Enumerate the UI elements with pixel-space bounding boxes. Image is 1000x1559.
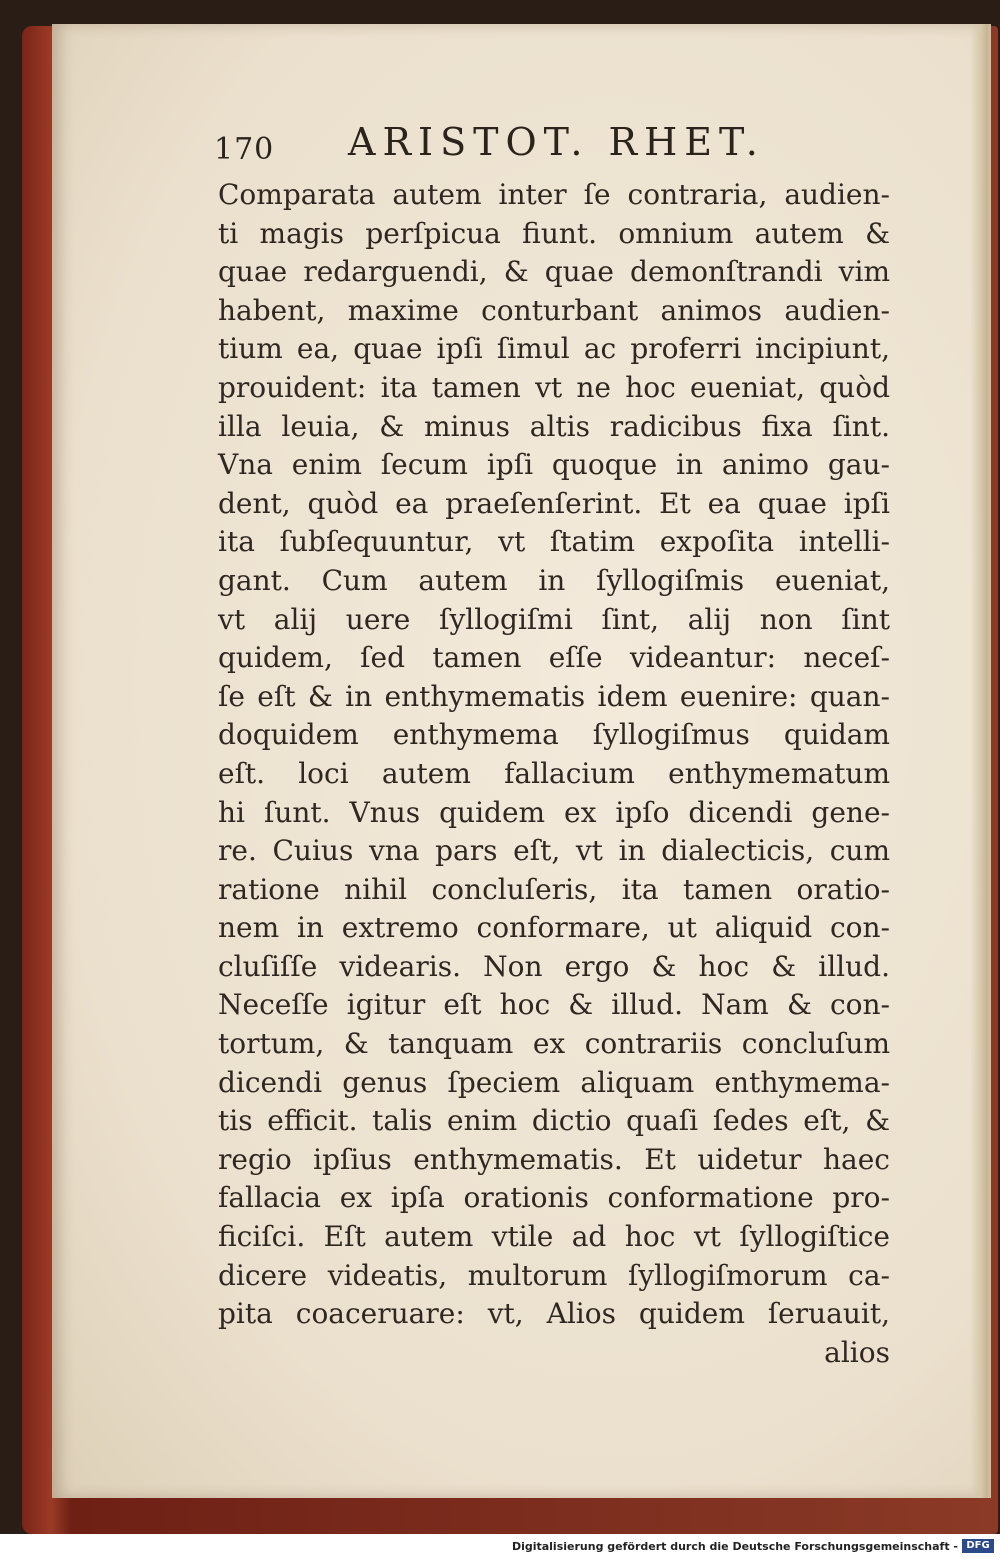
text-line: prouident: ita tamen vt ne hoc eueniat, quòd <box>218 370 890 404</box>
text-line: regio ipſius enthymematis. Et uidetur haec <box>218 1142 890 1176</box>
page-number: 170 <box>214 132 275 167</box>
page-header <box>214 118 854 168</box>
text-line: Neceſſe igitur eſt hoc & illud. Nam & con- <box>218 988 890 1022</box>
funding-credit: Digitalisierung gefördert durch die Deutsche Forschungsgemeinschaft - <box>511 1540 958 1553</box>
text-line: Vna enim ſecum ipſi quoque in animo gau- <box>218 448 890 482</box>
text-line: quae redarguendi, & quae demonſtrandi vim <box>218 255 890 289</box>
text-line: ſe eſt & in enthymematis idem euenire: quan- <box>218 679 890 713</box>
text-line: nem in extremo conformare, ut aliquid con- <box>218 911 890 945</box>
text-line: ita ſubſequuntur, vt ſtatim expoſita intelli- <box>218 525 890 559</box>
text-line: alios <box>824 1335 890 1369</box>
text-line: pita coaceruare: vt, Alios quidem ſeruauit, <box>218 1297 890 1331</box>
text-line: illa leuia, & minus altis radicibus fixa ſint. <box>218 409 890 443</box>
text-line: dicere videatis, multorum ſyllogiſmorum ca- <box>218 1258 890 1292</box>
text-line: doquidem enthymema ſyllogiſmus quidam <box>218 718 890 752</box>
text-line: ficiſci. Eſt autem vtile ad hoc vt ſyllogiſtice <box>218 1220 890 1254</box>
digitization-footer <box>0 1534 1000 1559</box>
text-line: tis efficit. talis enim dictio quaſi ſedes eſt, & <box>218 1104 890 1138</box>
text-line: habent, maxime conturbant animos audien- <box>218 293 890 327</box>
text-line: vt alij uere ſyllogiſmi ſint, alij non ſint <box>218 602 890 636</box>
text-line: ti magis perſpicua fiunt. omnium autem & <box>218 216 890 250</box>
text-line: tium ea, quae ipſi ſimul ac proferri incipiunt, <box>218 332 890 366</box>
text-line: dicendi genus ſpeciem aliquam enthymema- <box>218 1065 890 1099</box>
running-head: ARISTOT. RHET. <box>348 120 765 164</box>
text-line: gant. Cum autem in ſyllogiſmis eueniat, <box>218 563 890 597</box>
body-text <box>218 176 890 1372</box>
text-line: dent, quòd ea praeſenſerint. Et ea quae ipſi <box>218 486 890 520</box>
text-line: hi ſunt. Vnus quidem ex ipſo dicendi gene- <box>218 795 890 829</box>
text-line: re. Cuius vna pars eſt, vt in dialecticis, cum <box>218 834 890 868</box>
text-line: fallacia ex ipſa orationis conformatione pro- <box>218 1181 890 1215</box>
text-line: ratione nihil concluſeris, ita tamen oratio- <box>218 872 890 906</box>
page-edge <box>970 24 988 1498</box>
text-line: eſt. loci autem fallacium enthymematum <box>218 756 890 790</box>
dfg-logo: DFG <box>962 1539 994 1553</box>
text-line: quidem, ſed tamen eſſe videantur: neceſ- <box>218 641 890 675</box>
text-line: cluſiſſe videaris. Non ergo & hoc & illud. <box>218 949 890 983</box>
text-line: tortum, & tanquam ex contrariis concluſum <box>218 1027 890 1061</box>
text-line: Comparata autem inter ſe contraria, audien- <box>218 178 890 211</box>
